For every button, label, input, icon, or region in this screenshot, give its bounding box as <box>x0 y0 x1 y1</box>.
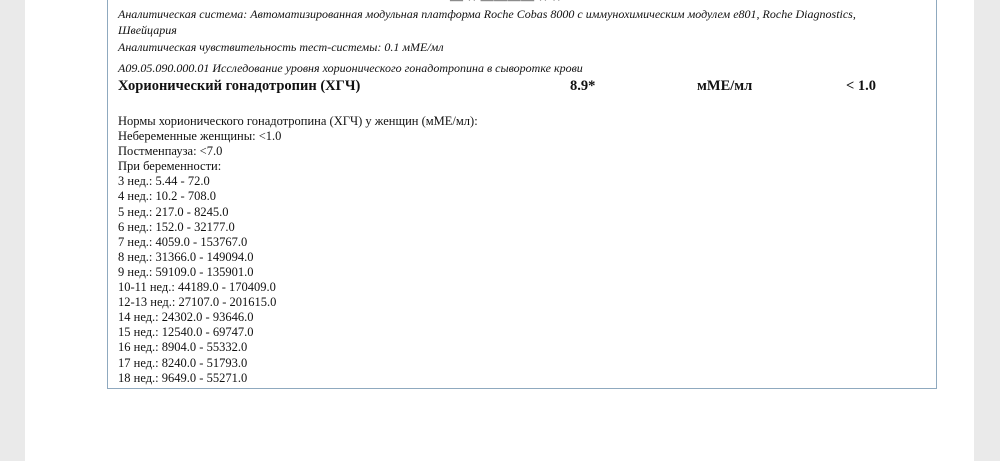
result-row <box>118 78 898 98</box>
norm-week: 14 нед.: 24302.0 - 93646.0 <box>118 310 254 325</box>
norm-week: 3 нед.: 5.44 - 72.0 <box>118 174 210 189</box>
norm-week: 15 нед.: 12540.0 - 69747.0 <box>118 325 254 340</box>
test-code-line: A09.05.090.000.01 Исследование уровня хорионического гонадотропина в сыворотке крови <box>118 61 583 75</box>
norm-non-pregnant: Небеременные женщины: <1.0 <box>118 129 282 144</box>
norm-week: 5 нед.: 217.0 - 8245.0 <box>118 204 229 219</box>
pregnancy-title: При беременности: <box>118 159 222 174</box>
norm-week: 10-11 нед.: 44189.0 - 170409.0 <box>118 280 276 295</box>
result-unit: мМЕ/мл <box>697 78 753 94</box>
norm-week: 17 нед.: 8240.0 - 51793.0 <box>118 355 248 370</box>
norms-title: Нормы хорионического гонадотропина (ХГЧ) у женщин (мМЕ/мл): <box>118 114 478 128</box>
norm-week: 6 нед.: 152.0 - 32177.0 <box>118 219 235 234</box>
norm-week: 9 нед.: 59109.0 - 135901.0 <box>118 264 254 279</box>
norm-week: 7 нед.: 4059.0 - 153767.0 <box>118 234 248 249</box>
result-name: Хорионический гонадотропин (ХГЧ) <box>118 78 361 94</box>
norm-week: 18 нед.: 9649.0 - 55271.0 <box>118 370 248 385</box>
norm-week: 16 нед.: 8904.0 - 55332.0 <box>118 340 248 355</box>
sensitivity-text: Аналитическая чувствительность тест-системы: 0.1 мМЕ/мл <box>118 40 444 54</box>
analytical-system-text: Аналитическая система: Автоматизированная модульная платформа Roche Cobas 8000 с иммунохимическим модулем е801, Roche Diagnostics, Швейцария <box>118 7 856 37</box>
result-value: 8.9* <box>570 78 596 94</box>
norm-week: 4 нед.: 10.2 - 708.0 <box>118 189 216 204</box>
norm-postmenopause: Постменпауза: <7.0 <box>118 144 223 159</box>
norms-block <box>118 114 478 386</box>
norm-week: 8 нед.: 31366.0 - 149094.0 <box>118 249 254 264</box>
result-reference: < 1.0 <box>846 78 877 94</box>
norm-week: 12-13 нед.: 27107.0 - 201615.0 <box>118 295 277 310</box>
